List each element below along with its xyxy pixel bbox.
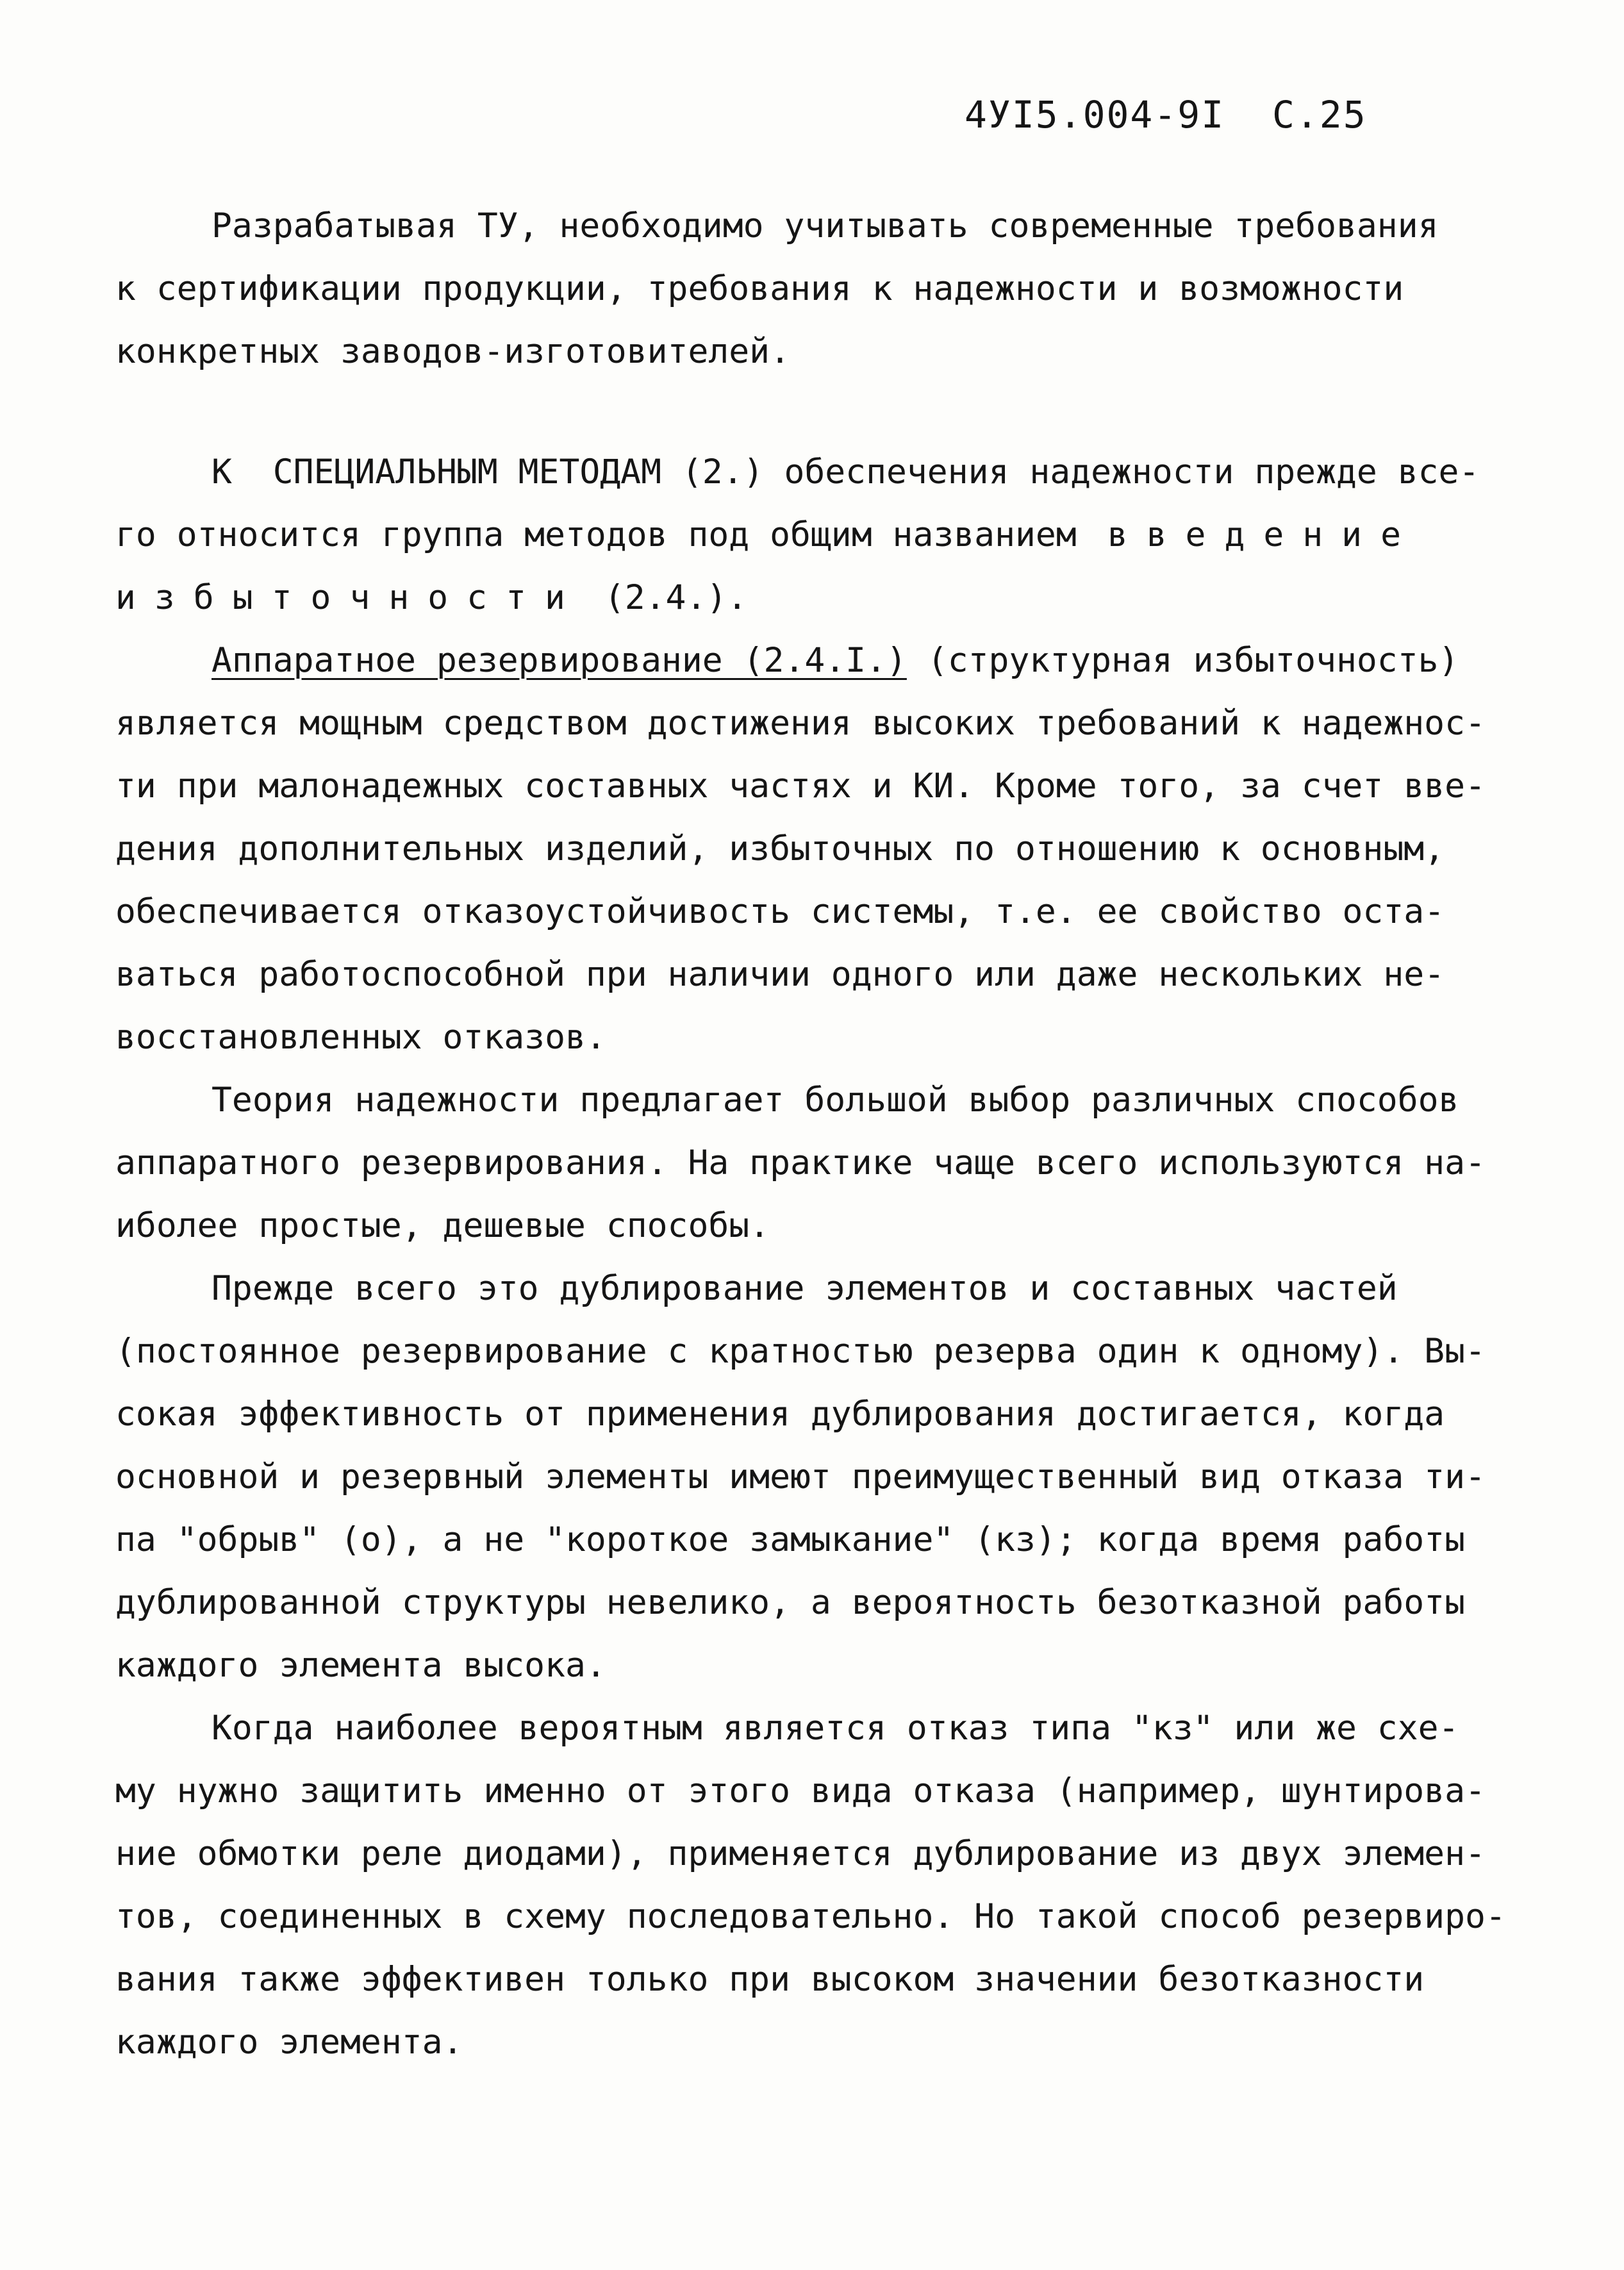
section-reference: (2.4.). [583, 578, 748, 617]
paragraph-6-line-6: каждого элемента. [115, 2023, 463, 2062]
paragraph-3-line-3: ти при малонадежных составных частях и КИ. Кроме того, за счет вве- [115, 766, 1486, 806]
paragraph-5-line-3: сокая эффективность от применения дублирования достигается, когда [115, 1395, 1445, 1434]
page-header [965, 93, 1367, 137]
paragraph-2-line-2 [115, 515, 1420, 554]
page-number: С.25 [1272, 93, 1367, 137]
paragraph-2-line-2-text: го относится группа методов под общим названием [115, 515, 1077, 554]
spaced-term-izbytochnosti: избыточности [115, 578, 584, 617]
paragraph-6-line-2: му нужно защитить именно от этого вида отказа (например, шунтирова- [115, 1771, 1486, 1810]
spaced-term-vvedenie: введение [1107, 515, 1420, 554]
paragraph-1-line-1: Разрабатывая ТУ, необходимо учитывать современные требования [211, 206, 1439, 245]
paragraph-3-line-7: восстановленных отказов. [115, 1018, 606, 1057]
paragraph-6-line-4: тов, соединенных в схему последовательно. Но такой способ резервиро- [115, 1897, 1506, 1936]
paragraph-3-line-5: обеспечивается отказоустойчивость системы, т.е. ее свойство оста- [115, 892, 1445, 931]
paragraph-5-line-1: Прежде всего это дублирование элементов и составных частей [211, 1269, 1398, 1308]
paragraph-3-line-6: ваться работоспособной при наличии одного или даже нескольких не- [115, 955, 1445, 994]
paragraph-5-line-7: каждого элемента высока. [115, 1646, 606, 1685]
paragraph-3-line-4: дения дополнительных изделий, избыточных по отношению к основным, [115, 829, 1445, 868]
paragraph-5-line-2: (постоянное резервирование с кратностью резерва один к одному). Вы- [115, 1332, 1486, 1371]
paragraph-3-line-1 [211, 641, 1459, 680]
document-number: 4УI5.004-9I [965, 93, 1225, 137]
paragraph-5-line-5: па "обрыв" (о), а не "короткое замыкание" (кз); когда время работы [115, 1520, 1465, 1559]
paragraph-6-line-3: ние обмотки реле диодами), применяется дублирование из двух элемен- [115, 1834, 1486, 1873]
paragraph-4-line-3: иболее простые, дешевые способы. [115, 1206, 770, 1245]
paragraph-6-line-1: Когда наиболее вероятным является отказ типа "кз" или же схе- [211, 1709, 1459, 1748]
paragraph-3-line-1-rest: (структурная избыточность) [906, 641, 1459, 680]
paragraph-1-line-3: конкретных заводов-изготовителей. [115, 332, 790, 371]
paragraph-4-line-1: Теория надежности предлагает большой выбор различных способов [211, 1081, 1459, 1120]
paragraph-2-line-3 [115, 578, 748, 617]
paragraph-5-line-4: основной и резервный элементы имеют преимущественный вид отказа ти- [115, 1457, 1486, 1496]
paragraph-2-line-1: К СПЕЦИАЛЬНЫМ МЕТОДАМ (2.) обеспечения надежности прежде все- [211, 452, 1480, 492]
paragraph-3-line-2: является мощным средством достижения высоких требований к надежнос- [115, 704, 1486, 743]
paragraph-4-line-2: аппаратного резервирования. На практике чаще всего используются на- [115, 1143, 1486, 1182]
underlined-term: Аппаратное резервирование (2.4.I.) [211, 641, 907, 680]
paragraph-1-line-2: к сертификации продукции, требования к надежности и возможности [115, 269, 1404, 308]
paragraph-5-line-6: дублированной структуры невелико, а вероятность безотказной работы [115, 1583, 1465, 1622]
paragraph-6-line-5: вания также эффективен только при высоком значении безотказности [115, 1960, 1425, 1999]
